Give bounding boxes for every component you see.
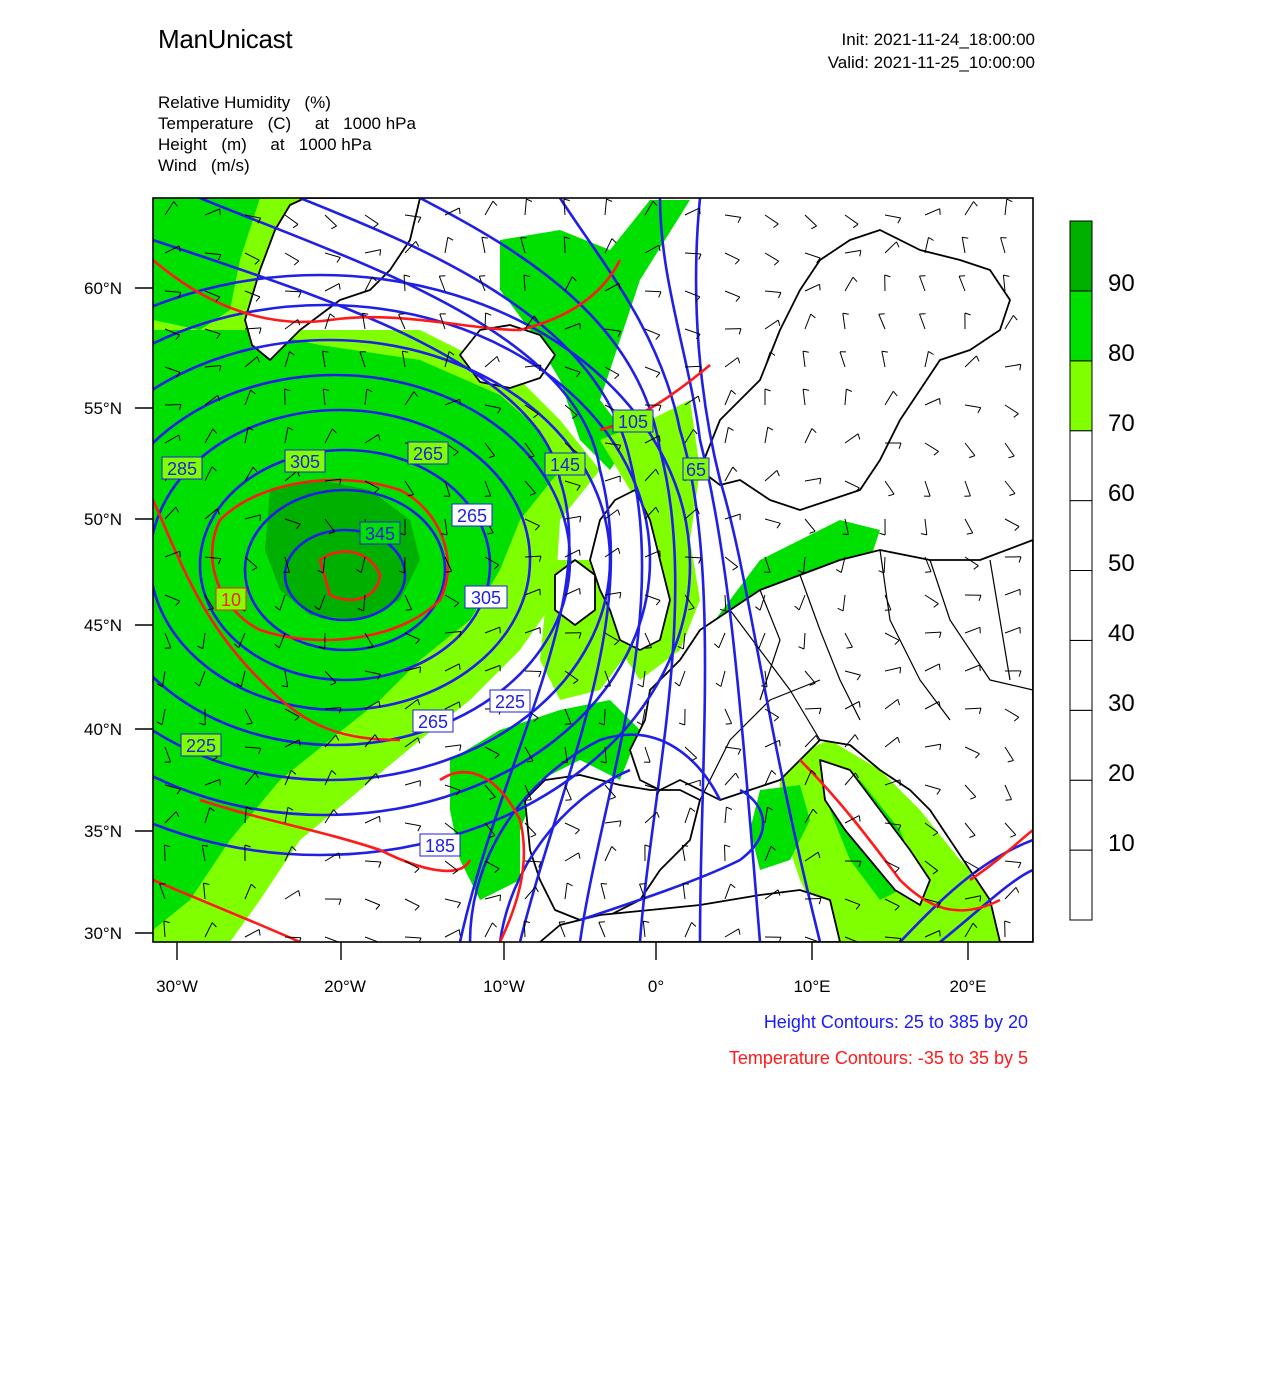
colorbar-box-50 (1070, 501, 1092, 571)
wind-barb (805, 899, 821, 900)
wind-barb-flag (399, 314, 405, 315)
lon-label-30w: 30°W (156, 977, 198, 996)
wind-barb-flag (726, 724, 732, 725)
lat-label-55n: 55°N (84, 399, 122, 418)
height-label-105 (613, 410, 653, 432)
height-label-285-a (162, 457, 202, 479)
field-rh-label: Relative Humidity (%) (158, 93, 331, 112)
colorbar-box-20 (1070, 710, 1092, 780)
svg-text:10: 10 (220, 590, 242, 610)
svg-text:305: 305 (470, 588, 502, 608)
colorbar-box-70 (1070, 361, 1092, 431)
svg-text:345: 345 (364, 524, 396, 544)
wind-barb-flag (525, 800, 531, 801)
colorbar-box-10 (1070, 780, 1092, 850)
colorbar-box-80 (1070, 291, 1092, 361)
svg-text:285: 285 (166, 459, 198, 479)
wind-barb-flag (565, 800, 571, 801)
humidity-colorbar (1070, 221, 1092, 920)
valid-time: Valid: 2021-11-25_10:00:00 (827, 53, 1035, 72)
wind-barb-flag (459, 208, 460, 214)
wind-barb-flag (580, 588, 581, 594)
colorbar-label-10: 10 (1108, 830, 1135, 857)
svg-text:65: 65 (685, 460, 707, 480)
wind-barb-flag (601, 884, 607, 885)
height-label-145 (545, 453, 585, 475)
wind-barb-flag (940, 399, 941, 405)
svg-text:265: 265 (417, 712, 449, 732)
lat-axis (135, 288, 153, 933)
lat-label-45n: 45°N (84, 616, 122, 635)
colorbar-label-30: 30 (1108, 690, 1135, 717)
lat-label-40n: 40°N (84, 720, 122, 739)
wind-barb-flag (1006, 800, 1012, 801)
wind-barb-flag (446, 572, 452, 573)
svg-text:145: 145 (549, 455, 581, 475)
field-temp-label: Temperature (C) at 1000 hPa (158, 114, 416, 133)
wind-barb-flag (500, 895, 501, 901)
svg-text:265: 265 (456, 506, 488, 526)
colorbar-label-50: 50 (1108, 550, 1135, 577)
wind-barb-flag (406, 610, 412, 611)
temperature-contour-legend: Temperature Contours: -35 to 35 by 5 (728, 1048, 1028, 1068)
height-label-265-a (452, 504, 492, 526)
field-height-label: Height (m) at 1000 hPa (158, 135, 372, 154)
colorbar-label-70: 70 (1108, 410, 1135, 437)
lat-label-30n: 30°N (84, 924, 122, 943)
colorbar-box-60 (1070, 431, 1092, 501)
lat-label-35n: 35°N (84, 822, 122, 841)
wind-barb-flag (940, 209, 941, 215)
svg-text:225: 225 (494, 692, 526, 712)
wind-barb-flag (816, 942, 820, 947)
wind-barb-flag (420, 667, 421, 673)
lon-label-20w: 20°W (324, 977, 366, 996)
lon-label-10w: 10°W (483, 977, 525, 996)
wind-barb-flag (336, 943, 340, 948)
wind-barb-flag (380, 250, 381, 256)
wind-barb-flag (940, 931, 941, 937)
wind-barb-flag (376, 943, 380, 948)
app-title: ManUnicast (158, 24, 293, 54)
colorbar-label-20: 20 (1108, 760, 1135, 787)
height-label-65 (683, 458, 709, 480)
height-label-305-b (465, 586, 507, 608)
wind-barb (165, 405, 181, 406)
height-contour-legend: Height Contours: 25 to 385 by 20 (763, 1012, 1028, 1032)
wind-barb-flag (380, 816, 381, 822)
lat-label-60n: 60°N (84, 279, 122, 298)
wind-barb-flag (879, 314, 885, 315)
colorbar-box-30 (1070, 640, 1092, 710)
lon-axis (177, 942, 968, 960)
lon-label-20e: 20°E (949, 977, 987, 996)
svg-text:105: 105 (617, 412, 649, 432)
lon-label-0: 0° (647, 977, 665, 996)
wind-barb-flag (780, 740, 781, 746)
init-time: Init: 2021-11-24_18:00:00 (841, 30, 1035, 49)
wind-barb (604, 709, 605, 725)
colorbar-box-40 (1070, 571, 1092, 641)
svg-text:305: 305 (289, 452, 321, 472)
wind-barb-flag (900, 667, 901, 673)
lat-label-50n: 50°N (84, 510, 122, 529)
height-label-225-b (181, 734, 221, 756)
height-label-265-c (408, 442, 448, 464)
map-layers (0, 198, 1033, 947)
colorbar-label-60: 60 (1108, 480, 1135, 507)
height-label-185 (420, 834, 460, 856)
colorbar-label-40: 40 (1108, 620, 1135, 647)
height-label-305-a (285, 450, 325, 472)
wind-barb-flag (843, 534, 849, 535)
colorbar-label-80: 80 (1108, 340, 1135, 367)
wind-barb (525, 671, 541, 672)
height-label-345 (360, 522, 400, 544)
wind-barb (165, 845, 166, 861)
wind-barb-flag (646, 648, 652, 649)
colorbar-box-90 (1070, 221, 1092, 291)
wind-barb-flag (660, 551, 661, 557)
temp-label-10 (216, 588, 246, 610)
field-wind-label: Wind (m/s) (158, 156, 250, 175)
wind-barb (564, 237, 565, 253)
wind-barb-flag (699, 208, 700, 214)
colorbar-box-0 (1070, 850, 1092, 920)
lon-label-10e: 10°E (793, 977, 831, 996)
wind-barb-flag (820, 284, 821, 290)
wind-barb-flag (856, 943, 860, 948)
svg-text:265: 265 (412, 444, 444, 464)
wind-barb (725, 845, 726, 861)
height-label-265-b (413, 710, 453, 732)
svg-text:185: 185 (424, 836, 456, 856)
wind-barb (485, 313, 486, 329)
svg-text:225: 225 (185, 736, 217, 756)
height-label-225-a (490, 690, 530, 712)
colorbar-label-90: 90 (1108, 270, 1135, 297)
